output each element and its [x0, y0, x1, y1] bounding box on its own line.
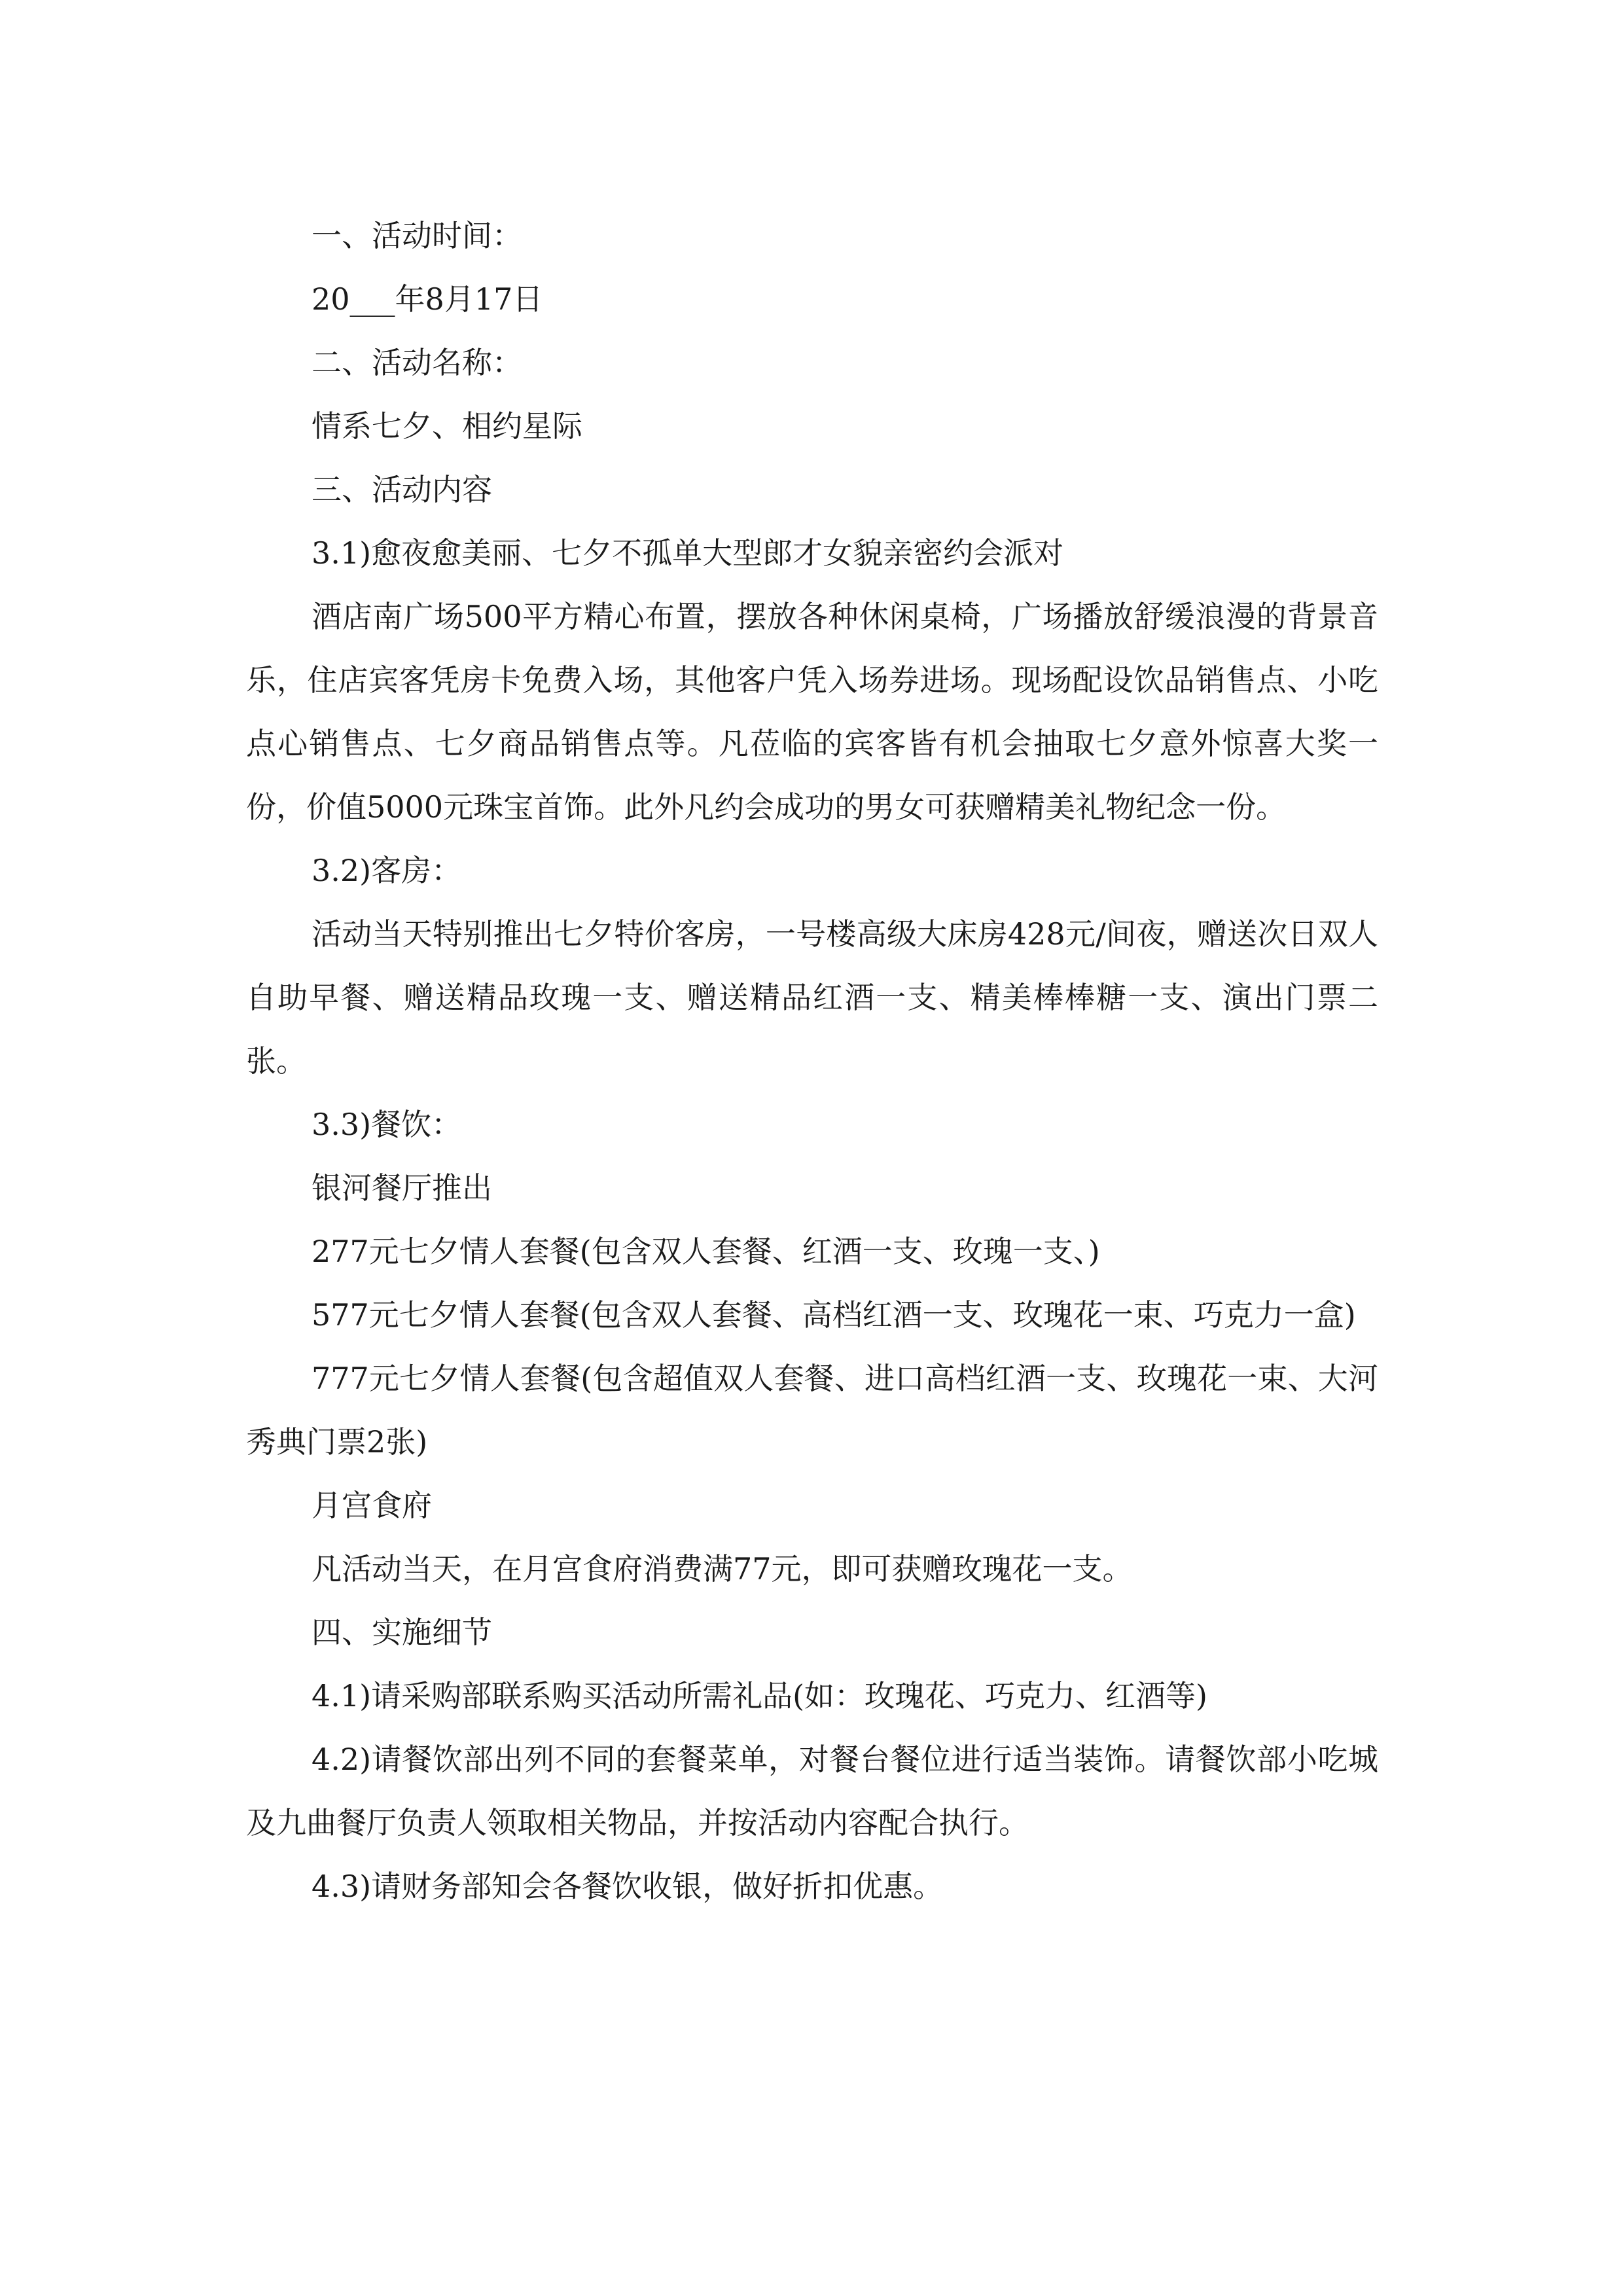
event-date: 20___年8月17日: [312, 281, 543, 317]
restaurant-galaxy: 银河餐厅推出: [312, 1170, 492, 1206]
detail-4-3: 4.3)请财务部知会各餐饮收银，做好折扣优惠。: [312, 1869, 944, 1904]
event-name: 情系七夕、相约星际: [312, 408, 582, 444]
subsection-3-1-body: 酒店南广场500平方精心布置，摆放各种休闲桌椅，广场播放舒缓浪漫的背景音乐，住店宾客凭房卡免费入场，其他客户凭入场券进场。现场配设饮品销售点、小吃点心销售点、七夕商品销售点等。凡莅临的宾客皆有机会抽取七夕意外惊喜大奖一份，价值5000元珠宝首饰。此外凡约会成功的男女可获赠精美礼物纪念一份。: [246, 599, 1378, 825]
section-heading-details: 四、实施细节: [312, 1615, 492, 1650]
package-577: 577元七夕情人套餐(包含双人套餐、高档红酒一支、玫瑰花一束、巧克力一盒): [312, 1297, 1356, 1333]
subsection-3-2-title: 3.2)客房：: [312, 853, 462, 888]
subsection-3-1-title: 3.1)愈夜愈美丽、七夕不孤单大型郎才女貌亲密约会派对: [312, 535, 1064, 571]
subsection-3-3-title: 3.3)餐饮：: [312, 1107, 462, 1142]
section-heading-time: 一、活动时间：: [312, 218, 522, 253]
document-page: [246, 204, 1378, 1918]
restaurant-moon-palace: 月宫食府: [312, 1488, 432, 1523]
detail-4-2: 4.2)请餐饮部出列不同的套餐菜单，对餐台餐位进行适当装饰。请餐饮部小吃城及九曲餐厅负责人领取相关物品，并按活动内容配合执行。: [246, 1742, 1378, 1840]
moon-palace-offer: 凡活动当天，在月宫食府消费满77元，即可获赠玫瑰花一支。: [312, 1551, 1133, 1587]
package-777: 777元七夕情人套餐(包含超值双人套餐、进口高档红酒一支、玫瑰花一束、大河秀典门票2张): [246, 1361, 1378, 1460]
subsection-3-2-body: 活动当天特别推出七夕特价客房，一号楼高级大床房428元/间夜，赠送次日双人自助早餐、赠送精品玫瑰一支、赠送精品红酒一支、精美棒棒糖一支、演出门票二张。: [246, 916, 1378, 1079]
detail-4-1: 4.1)请采购部联系购买活动所需礼品(如：玫瑰花、巧克力、红酒等): [312, 1678, 1207, 1713]
section-heading-name: 二、活动名称：: [312, 345, 522, 380]
section-heading-content: 三、活动内容: [312, 472, 492, 507]
package-277: 277元七夕情人套餐(包含双人套餐、红酒一支、玫瑰一支、): [312, 1234, 1100, 1269]
